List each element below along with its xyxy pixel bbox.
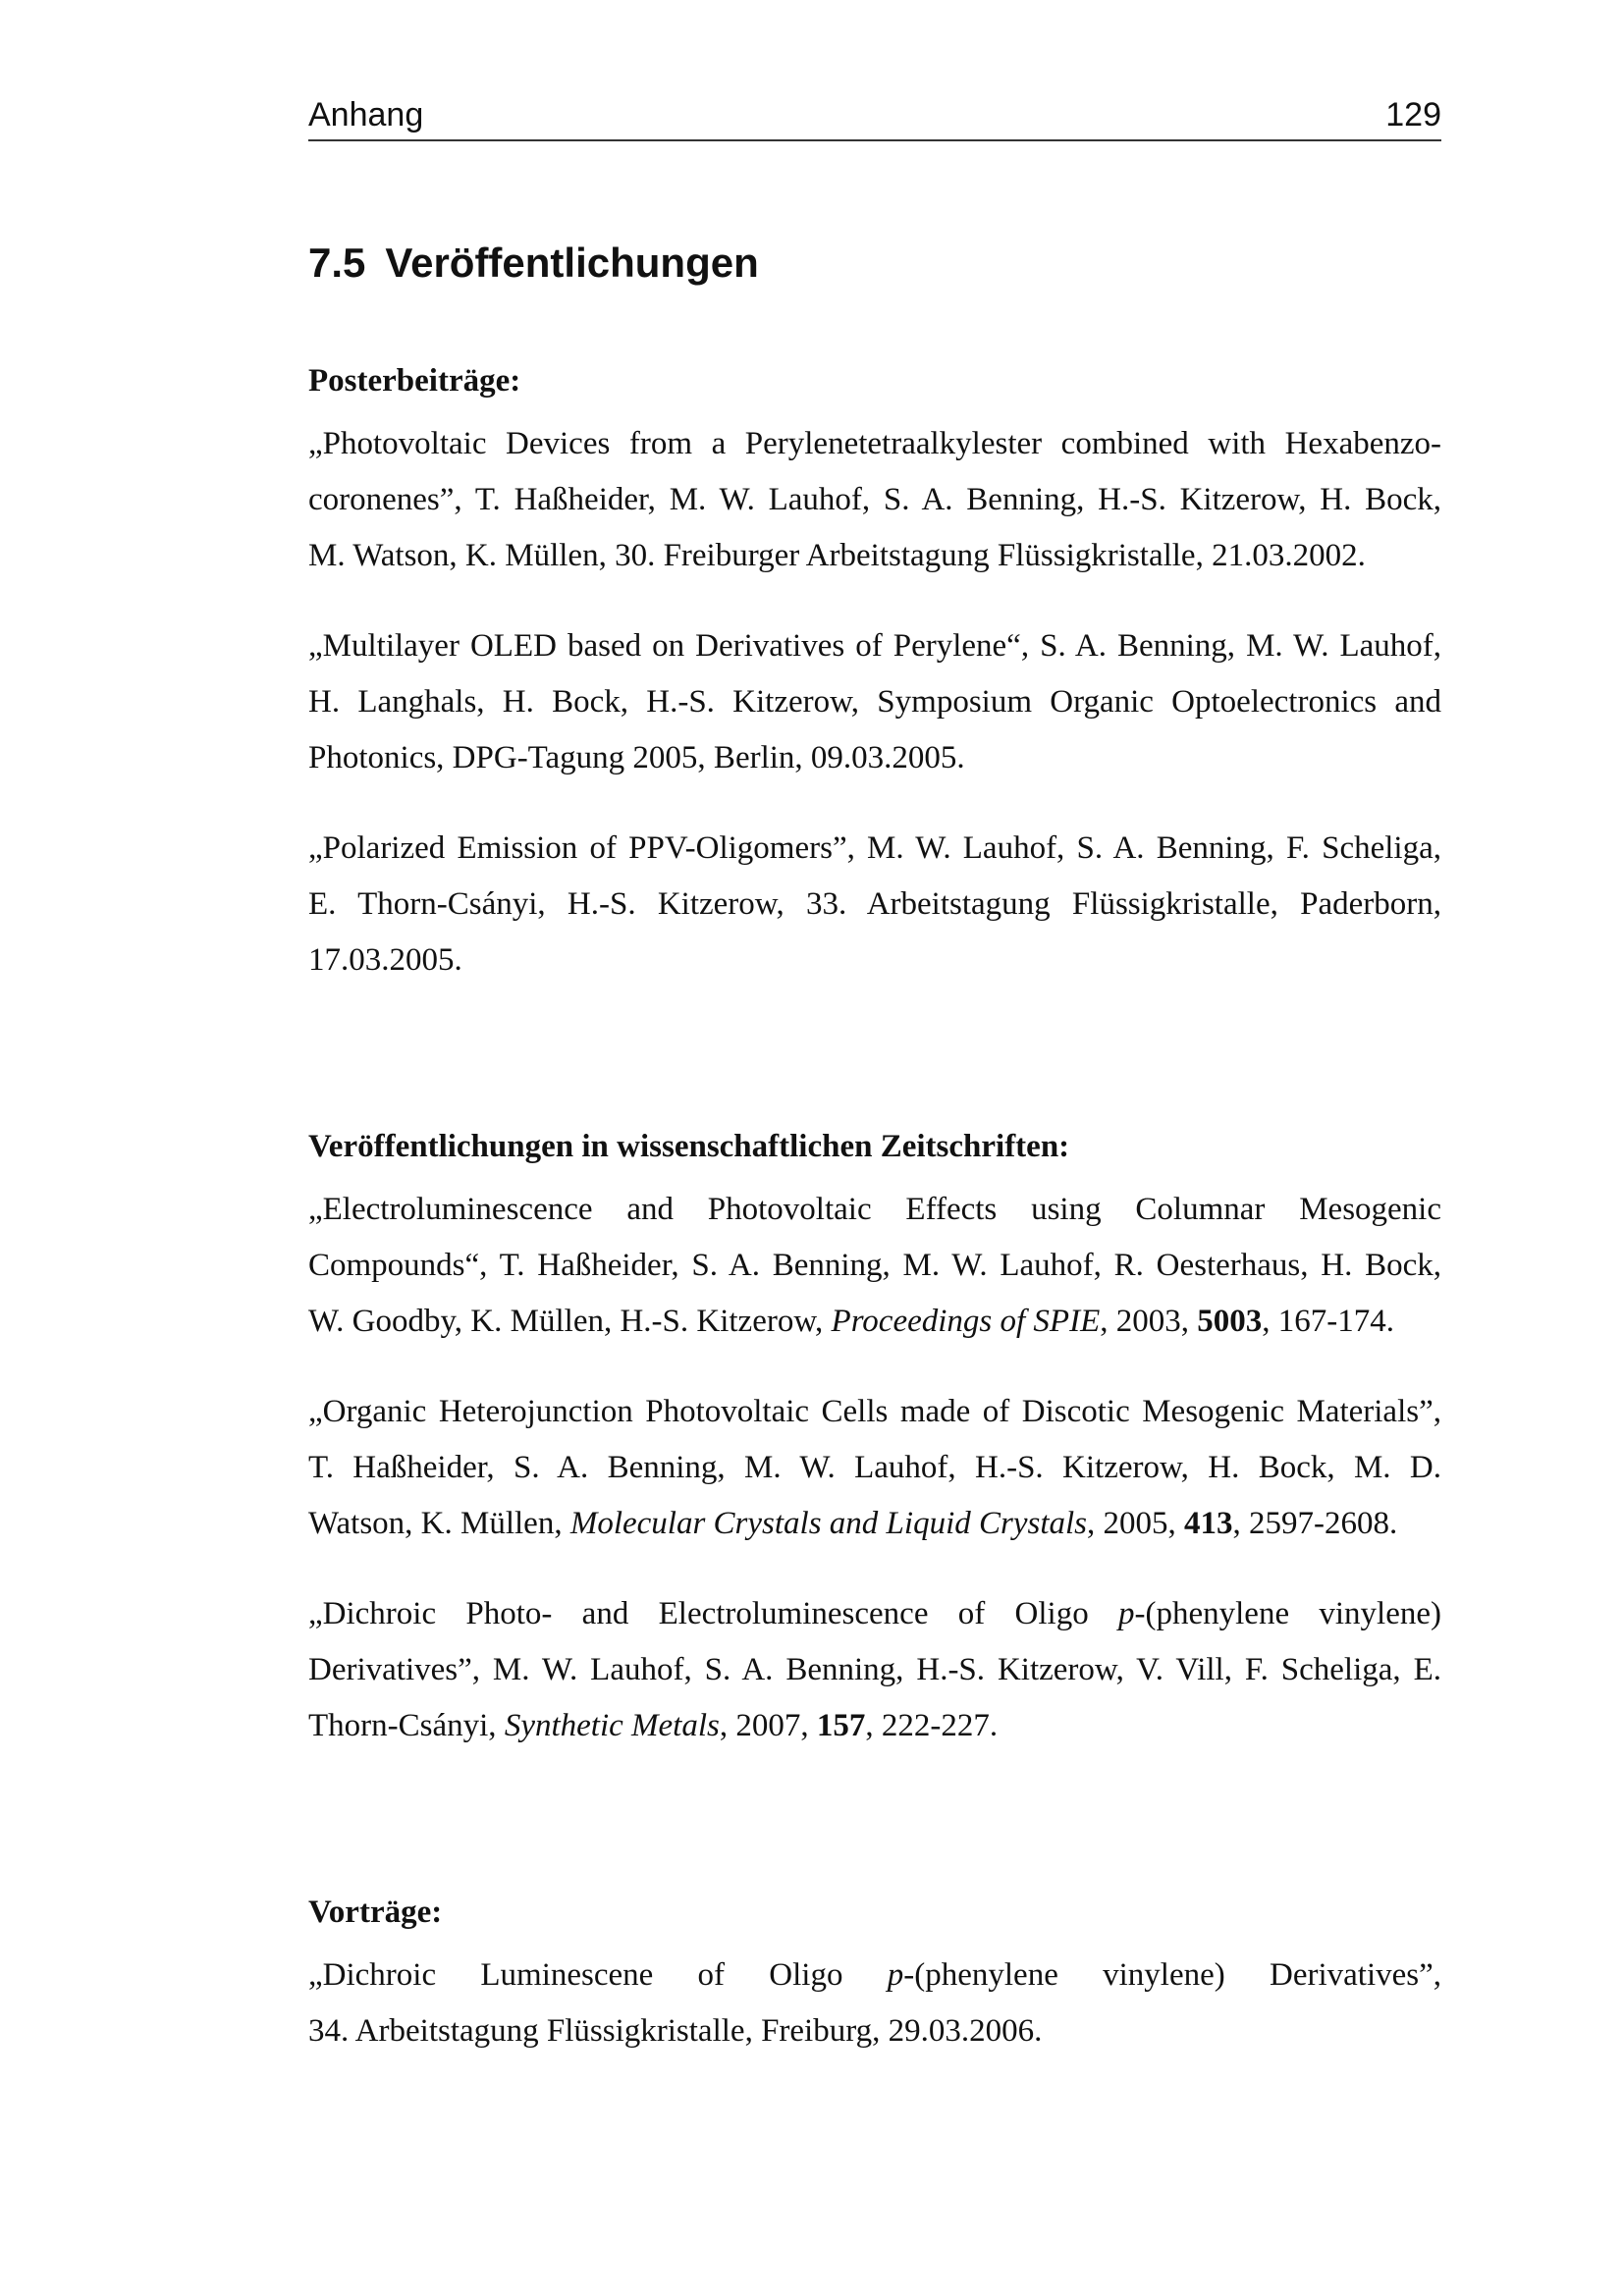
entry-line: „Multilayer OLED based on Derivatives of Perylene“, S. A. Benning, M. W. Lauhof, [308,628,1441,664]
entry-line: „Photovoltaic Devices from a Perylenetetraalkylester combined with Hexabenzo- [308,426,1441,461]
entry-line: coronenes”, T. Haßheider, M. W. Lauhof, S. A. Benning, H.-S. Kitzerow, H. Bock, [308,482,1441,517]
journal-entry-2 [308,1384,1441,1552]
entry-line: Derivatives”, M. W. Lauhof, S. A. Benning, H.-S. Kitzerow, V. Vill, F. Scheliga, E. [308,1652,1441,1687]
journal-name: Molecular Crystals and Liquid Crystals [569,1506,1088,1541]
journal-entry-3 [308,1586,1441,1754]
entry-line [308,1948,1441,2003]
journal-name: Synthetic Metals [504,1708,720,1743]
entry-line: Compounds“, T. Haßheider, S. A. Benning, M. W. Lauhof, R. Oesterhaus, H. Bock, [308,1248,1441,1283]
entry-line [308,1698,1441,1754]
talk-entry-1 [308,1948,1441,2059]
poster-entry-1 [308,416,1441,584]
journal-volume: 413 [1184,1506,1233,1541]
entry-line: 17.03.2005. [308,942,462,978]
entry-line [308,1294,1441,1350]
entry-line [308,1586,1441,1642]
journal-volume: 157 [816,1708,866,1743]
section-number: 7.5 [308,240,366,286]
poster-entry-3 [308,821,1441,988]
entry-line: „Polarized Emission of PPV-Oligomers”, M. W. Lauhof, S. A. Benning, F. Scheliga, [308,830,1441,866]
entry-line [308,1496,1441,1552]
journal-name: Proceedings of SPIE [831,1304,1101,1339]
page-number: 129 [1385,96,1441,133]
entry-line: „Electroluminescence and Photovoltaic Effects using Columnar Mesogenic [308,1192,1441,1227]
entry-line: E. Thorn-Csányi, H.-S. Kitzerow, 33. Arbeitstagung Flüssigkristalle, Paderborn, [308,886,1441,922]
journal-volume: 5003 [1197,1304,1263,1339]
title-italic-p: p [887,1957,904,1993]
running-header [308,92,1441,141]
citation-pages: , 167-174. [1262,1304,1394,1339]
citation-year: , 2005, [1087,1506,1185,1541]
citation-authors: Watson, K. Müllen, [308,1506,570,1541]
entry-line: H. Langhals, H. Bock, H.-S. Kitzerow, Symposium Organic Optoelectronics and [308,684,1441,720]
citation-authors: W. Goodby, K. Müllen, H.-S. Kitzerow, [308,1304,832,1339]
entry-line: M. Watson, K. Müllen, 30. Freiburger Arbeitstagung Flüssigkristalle, 21.03.2002. [308,538,1366,573]
poster-heading: Posterbeiträge: [308,363,521,399]
entry-line: T. Haßheider, S. A. Benning, M. W. Lauhof, H.-S. Kitzerow, H. Bock, M. D. [308,1450,1441,1485]
header-title: Anhang [308,96,424,133]
talks-heading: Vorträge: [308,1895,443,1930]
title-part: -(phenylene vinylene) Derivatives”, [903,1957,1441,1993]
section-heading [308,240,759,287]
journal-entry-1 [308,1182,1441,1350]
entry-line: Photonics, DPG-Tagung 2005, Berlin, 09.03.2005. [308,740,965,775]
title-italic-p: p [1118,1596,1135,1631]
entry-line: 34. Arbeitstagung Flüssigkristalle, Freiburg, 29.03.2006. [308,2013,1043,2049]
citation-pages: , 2597-2608. [1232,1506,1398,1541]
poster-entry-2 [308,618,1441,786]
citation-year: , 2007, [719,1708,817,1743]
section-title: Veröffentlichungen [385,240,759,286]
title-part: „Dichroic Photo- and Electroluminescence of Oligo [308,1596,1118,1631]
title-part: -(phenylene vinylene) [1134,1596,1441,1631]
title-part: „Dichroic Luminescene of Oligo [308,1957,888,1993]
citation-pages: , 222-227. [865,1708,999,1743]
citation-year: , 2003, [1100,1304,1198,1339]
entry-line: „Organic Heterojunction Photovoltaic Cells made of Discotic Mesogenic Materials”, [308,1394,1441,1429]
journals-heading: Veröffentlichungen in wissenschaftlichen Zeitschriften: [308,1129,1070,1164]
citation-authors: Thorn-Csányi, [308,1708,505,1743]
